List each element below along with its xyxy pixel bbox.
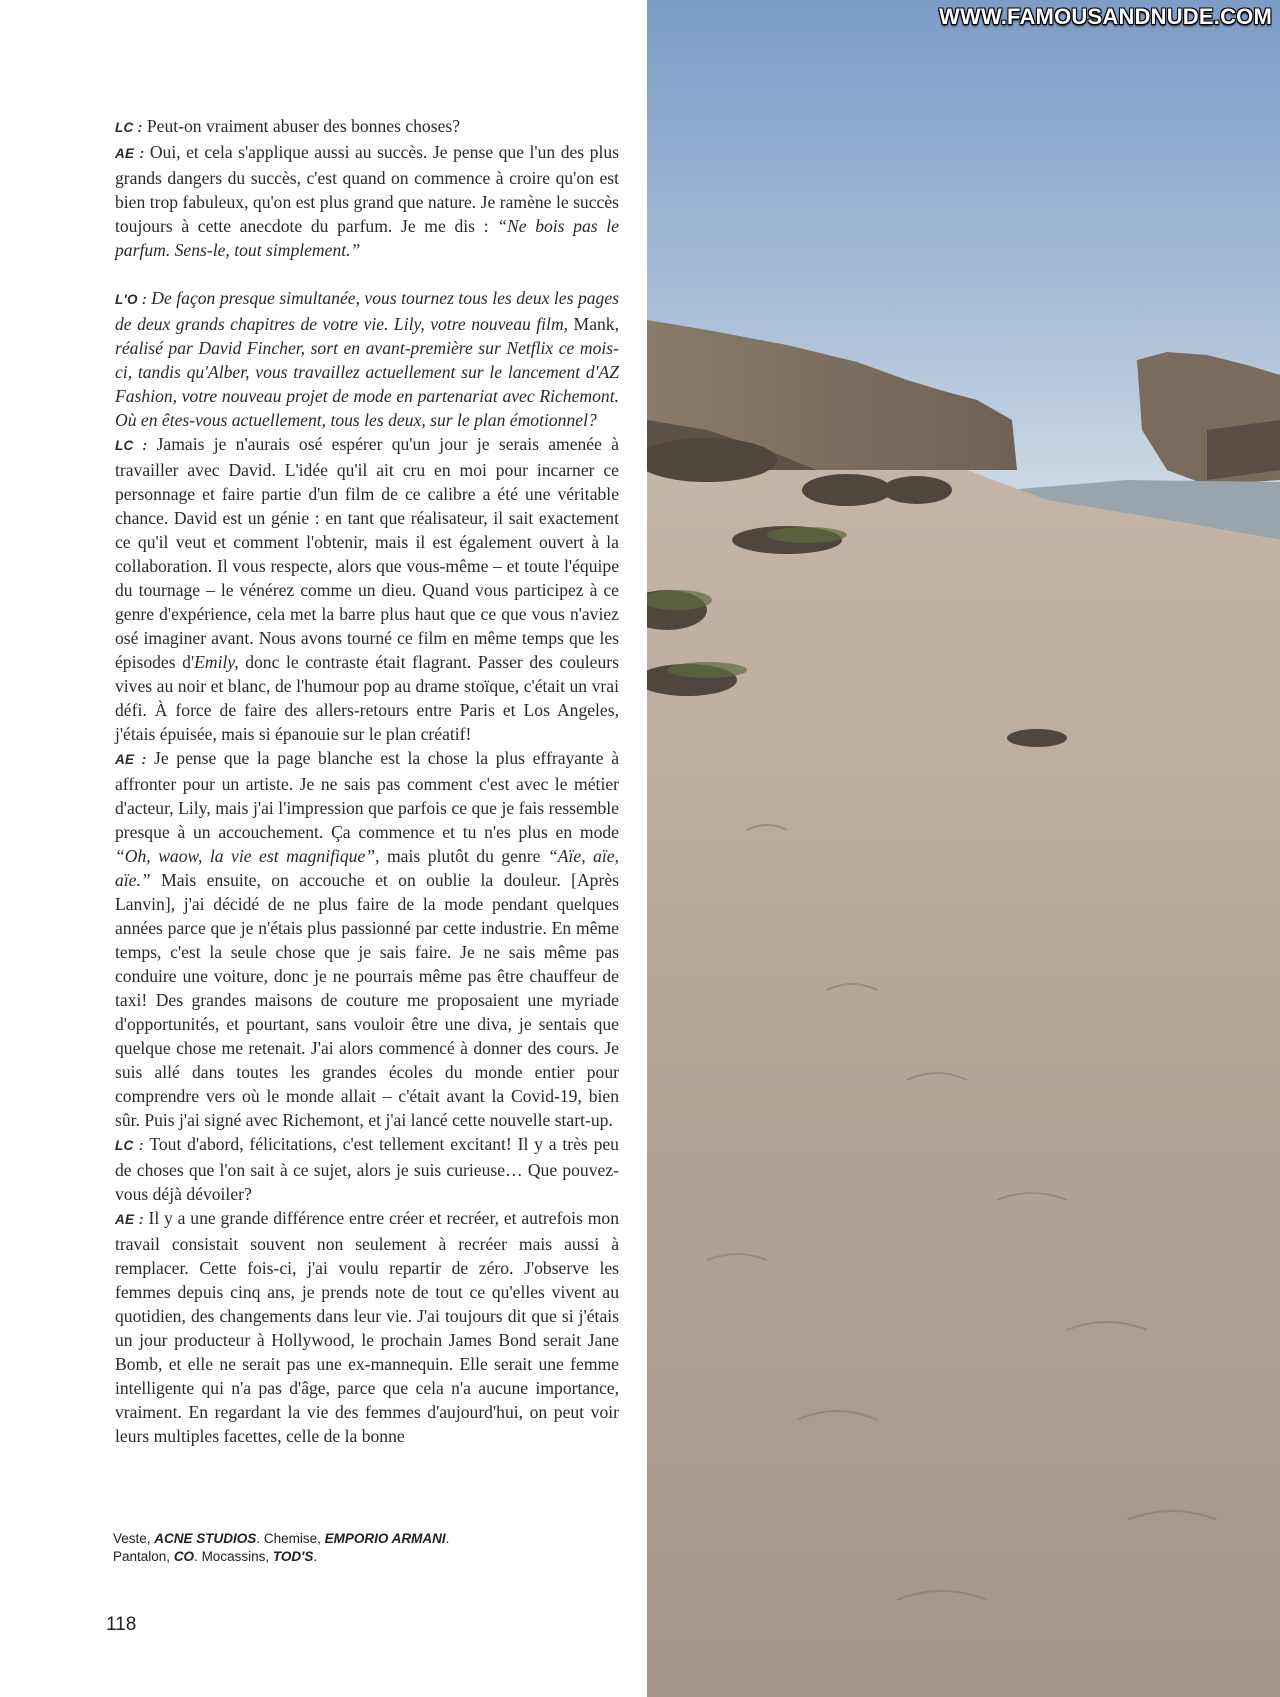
page-number: 118	[106, 1614, 137, 1635]
paragraph-question-lo	[115, 286, 619, 432]
paragraph-text: Il y a une grande différence entre créer et recréer, et autrefois mon travail consistait souvent non seulement à recréer mais aussi à remplacer. Cette fois-ci, j'ai voulu repartir de zéro. J'observe les femmes depuis cinq ans, je prends note de tout ce qu'elles vivent au quotidien, des changements dans leur vie. J'ai toujours dit que si j'étais un jour producteur à Hollywood, le prochain James Bond serait Jane Bomb, et elle ne serait pas une ex-mannequin. Elle serait une femme intelligente qui n'a pas d'âge, parce que cela n'a aucune importance, vraiment. En regardant la vie des femmes d'aujourd'hui, on peut voir leurs multiples facettes, celle de la bonne	[115, 1208, 620, 1446]
speaker-lc: LC :	[115, 120, 143, 135]
speaker-lo: L'O :	[115, 292, 147, 307]
paragraph-lc-1	[115, 114, 619, 140]
speaker-ae: AE :	[115, 1212, 144, 1227]
fashion-credits	[113, 1530, 533, 1566]
article-column	[115, 114, 619, 1448]
film-title: Mank,	[573, 314, 619, 334]
sand	[647, 470, 1280, 1697]
quote: “Aïe, aïe, aïe.”	[115, 846, 619, 890]
speaker-ae: AE :	[115, 146, 145, 161]
credit-label: . Chemise,	[256, 1531, 321, 1546]
quote: “Oh, waow, la vie est magnifique”,	[115, 846, 380, 866]
paragraph-text: Jamais je n'aurais osé espérer qu'un jour je serais amenée à travailler avec David. L'idée qu'il ait cru en moi pour incarner ce personnage et faire partie d'un film de ce calibre a été une véritable chance. David est un génie : en tant que réalisateur, il sait exactement ce qu'il veut et comment l'obtenir, mais il est également ouvert à la collaboration. Il vous respecte, alors que vous-même – et toute l'équipe du tournage – le vénérez comme un dieu. Quand vous participez à ce genre d'expérience, cela met la barre plus haut que ce que vous n'aviez osé imaginer avant. Nous avons tourné ce film en même temps que les épisodes d'	[115, 434, 619, 672]
show-title: Emily,	[194, 652, 239, 672]
speaker-ae: AE :	[115, 752, 147, 767]
paragraph-text: Peut-on vraiment abuser des bonnes choses?	[146, 116, 461, 136]
paragraph-text: Tout d'abord, félicitations, c'est tellement excitant! Il y a très peu de choses que l'on sait à ce sujet, alors je suis curieuse… Que pouvez-vous déjà dévoiler?	[115, 1134, 619, 1204]
speaker-lc: LC :	[115, 438, 148, 453]
paragraph-lc-2	[115, 432, 619, 746]
paragraph-text: Mais ensuite, on accouche et on oublie la douleur. [Après Lanvin], j'ai décidé de ne plus faire de la mode pendant quelques années parce que je n'étais plus passionné par cette industrie. En même temps, c'est la seule chose que je sais faire. Je ne sais même pas conduire une voiture, donc je ne pourrais même pas être chauffeur de taxi! Des grandes maisons de couture me proposaient une myriade d'opportunités, et pourtant, sans vouloir être une diva, je sentais que quelque chose me retenait. J'ai alors commencé à donner des cours. Je suis allé dans toutes les grandes écoles du monde entier pour comprendre vers où le monde allait – c'était avant la Covid-19, bien sûr. Puis j'ai signé avec Richemont, et j'ai lancé cette nouvelle start-up.	[115, 870, 619, 1130]
paragraph-text: De façon presque simultanée, vous tournez tous les deux les pages de deux grands chapitres de votre vie. Lily, votre nouveau film,	[115, 288, 619, 334]
beach-photo-illustration	[647, 0, 1280, 1697]
watermark: WWW.FAMOUSANDNUDE.COM	[939, 4, 1272, 29]
paragraph-text: réalisé par David Fincher, sort en avant-première sur Netflix ce mois-ci, tandis qu'Alber, vous travaillez actuellement sur le lancement d'AZ Fashion, votre nouveau projet de mode en partenariat avec Richemont. Où en êtes-vous actuellement, tous les deux, sur le plan émotionnel?	[115, 338, 619, 430]
beach-photo	[647, 0, 1280, 1697]
paragraph-text: mais plutôt du genre	[386, 846, 541, 866]
credit-brand: TOD'S	[272, 1549, 314, 1564]
credit-brand: ACNE STUDIOS	[154, 1531, 257, 1546]
paragraph-text: Oui, et cela s'applique aussi au succès. Je pense que l'un des plus grands dangers du succès, c'est quand on commence à croire qu'on est bien trop fabuleux, qu'on est plus grand que nature. Je ramène le succès toujours à cette anecdote du parfum. Je me dis :	[115, 142, 619, 236]
rock-right	[1207, 420, 1280, 480]
paragraph-text: donc le contraste était flagrant. Passer des couleurs vives au noir et blanc, de l'humour pop au drame stoïque, c'était un vrai défi. À force de faire des allers-retours entre Paris et Los Angeles, j'étais épuisée, mais si épanouie sur le plan créatif!	[115, 652, 619, 744]
credit-label: . Mocassins,	[194, 1549, 270, 1564]
paragraph-text: Je pense que la page blanche est la chose la plus effrayante à affronter pour un artiste. Je ne sais pas comment c'est avec le métier d'acteur, Lily, mais j'ai l'impression que parfois ce que je fais ressemble presque à un accouchement. Ça commence et tu n'es plus en mode	[115, 748, 620, 842]
paragraph-ae-1	[115, 140, 619, 262]
quote: “Ne bois pas le parfum. Sens-le, tout simplement.”	[115, 216, 619, 260]
credits-line-1: Veste, ACNE STUDIOS. Chemise, EMPORIO ARMANI.	[113, 1531, 450, 1546]
credit-label: Pantalon,	[113, 1549, 171, 1564]
credit-brand: CO	[173, 1549, 195, 1564]
paragraph-ae-3	[115, 1206, 619, 1448]
paragraph-gap	[115, 262, 619, 286]
credit-label: Veste,	[113, 1531, 151, 1546]
speaker-lc: LC :	[115, 1138, 144, 1153]
paragraph-ae-2	[115, 746, 619, 1132]
credit-brand: EMPORIO ARMANI	[324, 1531, 446, 1546]
paragraph-lc-3	[115, 1132, 619, 1206]
credits-line-2: Pantalon, CO. Mocassins, TOD'S.	[113, 1549, 318, 1564]
